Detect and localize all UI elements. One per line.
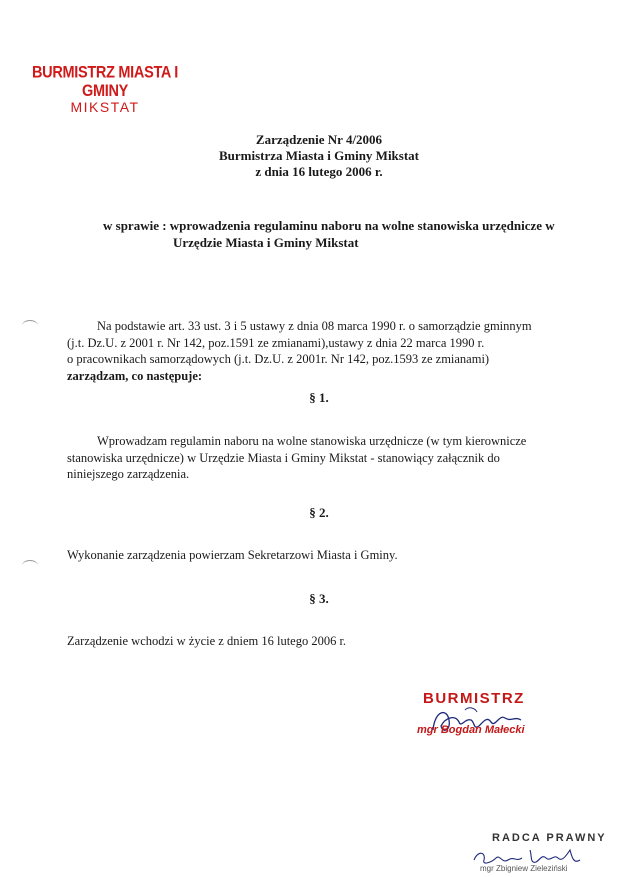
document-title	[0, 132, 638, 180]
section-3-heading: § 3.	[309, 591, 329, 606]
stamp-line-2: MIKSTAT	[70, 99, 140, 115]
subject-line-1: wprowadzenia regulaminu naboru na wolne stanowiska urzędnicze w	[169, 218, 555, 233]
section-1-body	[67, 433, 567, 483]
subject-prefix: w sprawie :	[103, 218, 170, 233]
signature-name: mgr Bogdan Małecki	[417, 724, 525, 736]
subject	[103, 217, 563, 251]
margin-mark	[22, 320, 38, 331]
section-2-heading: § 2.	[309, 505, 329, 520]
preamble-line-3: o pracownikach samorządowych (j.t. Dz.U. z 2001r. Nr 142, poz.1593 ze zmianami)	[67, 352, 490, 366]
legal-advisor-name: mgr Zbigniew Zieleziński	[480, 864, 568, 873]
section-1-line-3: niniejszego zarządzenia.	[67, 467, 190, 481]
preamble	[67, 318, 567, 384]
preamble-line-2: (j.t. Dz.U. z 2001 r. Nr 142, poz.1591 ze zmianami),ustawy z dnia 22 marca 1990 r.	[67, 335, 485, 350]
preamble-line-1: Na podstawie art. 33 ust. 3 i 5 ustawy z dnia 08 marca 1990 r. o samorządzie gminnym	[97, 319, 532, 333]
title-line-1: Zarządzenie Nr 4/2006	[255, 132, 383, 147]
section-1-line-1: Wprowadzam regulamin naboru na wolne stanowiska urzędnicze (w tym kierownicze	[97, 434, 527, 448]
signature-title: BURMISTRZ	[423, 690, 525, 707]
office-stamp	[30, 63, 180, 115]
stamp-line-1: BURMISTRZ MIASTA I GMINY	[31, 63, 179, 101]
section-2-line-1: Wykonanie zarządzenia powierzam Sekretarzowi Miasta i Gminy.	[67, 548, 398, 562]
mayor-signature-stamp	[405, 690, 545, 736]
preamble-line-4: zarządzam, co następuje:	[67, 368, 203, 383]
subject-line-2: Urzędzie Miasta i Gminy Mikstat	[173, 235, 359, 250]
section-1-line-2: stanowiska urzędnicze) w Urzędzie Miasta i Gminy Mikstat - stanowiący załącznik do	[67, 450, 500, 465]
title-line-3: z dnia 16 lutego 2006 r.	[255, 164, 383, 179]
section-2-body	[67, 547, 567, 564]
section-3-line-1: Zarządzenie wchodzi w życie z dniem 16 lutego 2006 r.	[67, 634, 347, 648]
legal-advisor-stamp	[470, 832, 630, 873]
margin-mark	[22, 560, 38, 571]
legal-advisor-title: RADCA PRAWNY	[492, 832, 607, 844]
section-1-heading: § 1.	[309, 390, 329, 405]
section-3-body	[67, 633, 567, 650]
title-line-2: Burmistrza Miasta i Gminy Mikstat	[218, 148, 420, 163]
